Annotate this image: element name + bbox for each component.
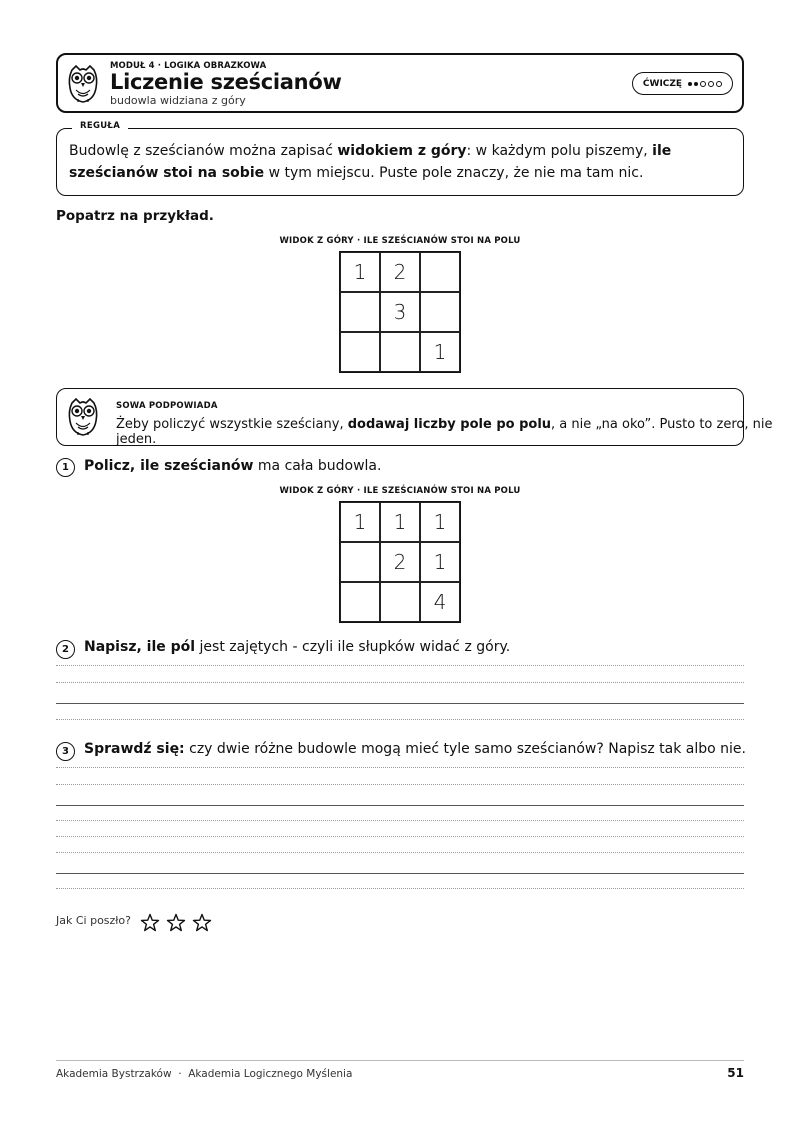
example-grid-caption: WIDOK Z GÓRY · ILE SZEŚCIANÓW STOI NA POLU [279,236,521,246]
rating-label: Jak Ci poszło? [56,914,131,927]
grid-cell: 1 [340,502,380,542]
grid-cell: 4 [420,582,460,622]
rule-text: Budowlę z sześcianów można zapisać widokiem z góry: w każdym polu piszemy, ile sześcianów stoi na sobie w tym miejscu. Puste pole znaczy, że nie ma tam nic. [69,143,672,181]
difficulty-dot-empty [708,81,714,87]
grid-cell [380,332,420,372]
difficulty-dot-empty [700,81,706,87]
answer-guide-line [56,888,744,889]
grid-cell: 3 [380,292,420,332]
task-1-grid [339,501,461,623]
star-outline-icon[interactable] [140,913,160,933]
task-3-text: Sprawdź się: czy dwie różne budowle mogą mieć tyle samo sześcianów? Napisz tak albo nie. [84,741,746,757]
answer-guide-line [56,665,744,666]
grid-cell [420,252,460,292]
difficulty-dot-filled [694,82,698,86]
grid-cell: 1 [340,252,380,292]
page-subtitle: budowla widziana z góry [110,94,246,107]
page-number: 51 [727,1066,744,1080]
page-title: Liczenie sześcianów [110,70,342,94]
badge-label: ĆWICZĘ [642,78,683,89]
star-outline-icon[interactable] [166,913,186,933]
grid-cell [340,582,380,622]
owl-icon [66,64,100,104]
answer-line[interactable] [56,873,744,874]
owl-icon [66,397,100,437]
example-grid [339,251,461,373]
task-2-text: Napisz, ile pól jest zajętych - czyli ile słupków widać z góry. [84,639,511,655]
module-label: MODUŁ 4 · LOGIKA OBRAZKOWA [110,61,267,71]
rule-label: REGUŁA [72,121,128,131]
grid-cell [340,292,380,332]
answer-guide-line [56,682,744,683]
difficulty-badge [632,72,733,95]
answer-guide-line [56,852,744,853]
grid-cell: 1 [380,502,420,542]
answer-guide-line [56,719,744,720]
footer-divider [56,1060,744,1061]
difficulty-dots [688,81,722,87]
grid-cell [420,292,460,332]
task-number: 3 [56,742,75,761]
star-outline-icon[interactable] [192,913,212,933]
grid-cell: 1 [420,542,460,582]
grid-cell [340,542,380,582]
task-1-grid-caption: WIDOK Z GÓRY · ILE SZEŚCIANÓW STOI NA POLU [279,486,521,496]
grid-cell [380,582,420,622]
hint-text: Żeby policzyć wszystkie sześciany, dodawaj liczby pole po polu, a nie „na oko”. Pusto to zero, nie jeden. [116,417,773,447]
grid-cell: 2 [380,252,420,292]
answer-guide-line [56,784,744,785]
grid-cell: 2 [380,542,420,582]
task-number: 2 [56,640,75,659]
grid-cell: 1 [420,332,460,372]
difficulty-dot-empty [716,81,722,87]
answer-line[interactable] [56,805,744,806]
hint-label: SOWA PODPOWIADA [116,401,218,411]
answer-guide-line [56,767,744,768]
answer-line[interactable] [56,703,744,704]
answer-guide-line [56,836,744,837]
footer-publisher: Akademia Bystrzaków · Akademia Logicznego Myślenia [56,1068,353,1080]
difficulty-dot-filled [688,82,692,86]
task-1-text: Policz, ile sześcianów ma cała budowla. [84,458,382,474]
example-heading: Popatrz na przykład. [56,208,214,224]
grid-cell [340,332,380,372]
grid-cell: 1 [420,502,460,542]
answer-guide-line [56,820,744,821]
task-number: 1 [56,458,75,477]
